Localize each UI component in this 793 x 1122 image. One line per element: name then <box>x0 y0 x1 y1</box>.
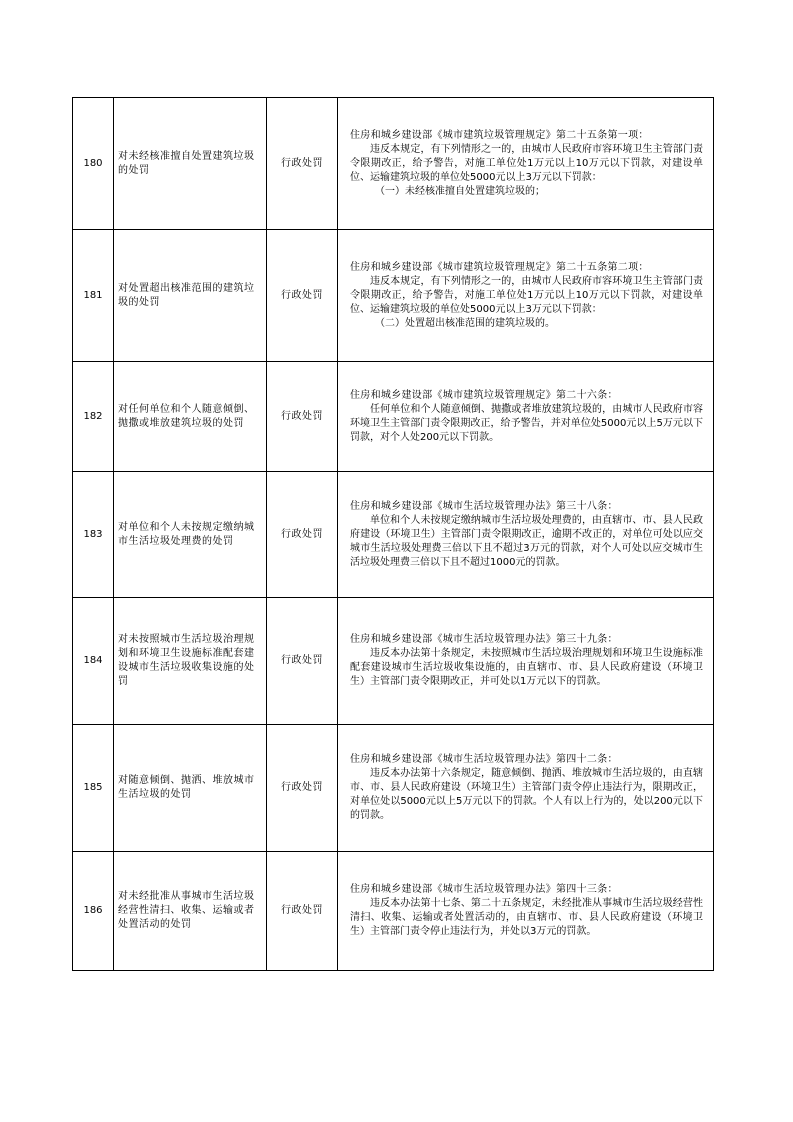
row-number: 182 <box>73 362 114 472</box>
item-type: 行政处罚 <box>267 598 338 725</box>
item-name: 对随意倾倒、抛洒、堆放城市生活垃圾的处罚 <box>114 725 267 852</box>
row-number: 184 <box>73 598 114 725</box>
basis-body: 任何单位和个人随意倾倒、抛撒或者堆放建筑垃圾的，由城市人民政府市容环境卫生主管部门责令限期改正，给予警告，并对单位处5000元以上5万元以下罚款，对个人处200元以下罚款。 <box>350 403 703 443</box>
basis-source: 住房和城乡建设部《城市建筑垃圾管理规定》第二十六条： <box>350 389 618 401</box>
basis-source: 住房和城乡建设部《城市生活垃圾管理办法》第四十三条： <box>350 884 618 895</box>
item-type: 行政处罚 <box>267 362 338 472</box>
legal-basis <box>338 230 714 362</box>
item-type: 行政处罚 <box>267 852 338 971</box>
basis-body: 违反本规定，有下列情形之一的，由城市人民政府市容环境卫生主管部门责令限期改正，给予警告，对施工单位处1万元以上10万元以下罚款，对建设单位、运输建筑垃圾的单位处5000元以上3万元以下罚款： <box>350 143 703 183</box>
table-row <box>73 362 714 472</box>
table-row <box>73 98 714 230</box>
basis-source: 住房和城乡建设部《城市建筑垃圾管理规定》第二十五条第一项： <box>350 129 649 141</box>
item-type: 行政处罚 <box>267 230 338 362</box>
item-name: 对未按照城市生活垃圾治理规划和环境卫生设施标准配套建设城市生活垃圾收集设施的处罚 <box>114 598 267 725</box>
basis-source: 住房和城乡建设部《城市建筑垃圾管理规定》第二十五条第二项： <box>350 261 649 273</box>
legal-basis <box>338 852 714 971</box>
item-type: 行政处罚 <box>267 725 338 852</box>
row-number: 183 <box>73 472 114 598</box>
row-number: 186 <box>73 852 114 971</box>
basis-source: 住房和城乡建设部《城市生活垃圾管理办法》第三十九条： <box>350 634 618 645</box>
basis-body: 违反本办法第十六条规定，随意倾倒、抛洒、堆放城市生活垃圾的，由直辖市、市、县人民政府建设（环境卫生）主管部门责令停止违法行为，限期改正，对单位处以5000元以上5万元以下的罚款。个人有以上行为的，处以200元以下的罚款。 <box>350 768 703 821</box>
table-row <box>73 852 714 971</box>
item-name: 对处置超出核准范围的建筑垃圾的处罚 <box>114 230 267 362</box>
legal-basis <box>338 725 714 852</box>
basis-clause: （一）未经核准擅自处置建筑垃圾的； <box>375 185 545 197</box>
basis-body: 单位和个人未按规定缴纳城市生活垃圾处理费的，由直辖市、市、县人民政府建设（环境卫生）主管部门责令限期改正，逾期不改正的，对单位可处以应交城市生活垃圾处理费三倍以下且不超过3万元的罚款，对个人可处以应交城市生活垃圾处理费三倍以下且不超过1000元的罚款。 <box>350 514 703 568</box>
basis-source: 住房和城乡建设部《城市生活垃圾管理办法》第三十八条： <box>350 500 618 512</box>
basis-body: 违反本办法第十七条、第二十五条规定，未经批准从事城市生活垃圾经营性清扫、收集、运输或者处置活动的，由直辖市、市、县人民政府建设（环境卫生）主管部门责令停止违法行为，并处以3万元的罚款。 <box>350 898 703 937</box>
table-row <box>73 472 714 598</box>
item-name: 对单位和个人未按规定缴纳城市生活垃圾处理费的处罚 <box>114 472 267 598</box>
row-number: 180 <box>73 98 114 230</box>
penalty-table <box>72 97 714 971</box>
item-name: 对未经批准从事城市生活垃圾经营性清扫、收集、运输或者处置活动的处罚 <box>114 852 267 971</box>
item-type: 行政处罚 <box>267 472 338 598</box>
basis-clause: （二）处置超出核准范围的建筑垃圾的。 <box>375 317 555 329</box>
basis-body: 违反本办法第十条规定，未按照城市生活垃圾治理规划和环境卫生设施标准配套建设城市生活垃圾收集设施的，由直辖市、市、县人民政府建设（环境卫生）主管部门责令限期改正，并可处以1万元以下的罚款。 <box>350 648 703 687</box>
row-number: 185 <box>73 725 114 852</box>
basis-source: 住房和城乡建设部《城市生活垃圾管理办法》第四十二条： <box>350 754 618 765</box>
row-number: 181 <box>73 230 114 362</box>
legal-basis <box>338 598 714 725</box>
legal-basis <box>338 472 714 598</box>
table-row <box>73 598 714 725</box>
item-name: 对任何单位和个人随意倾倒、抛撒或堆放建筑垃圾的处罚 <box>114 362 267 472</box>
item-type: 行政处罚 <box>267 98 338 230</box>
legal-basis <box>338 98 714 230</box>
basis-body: 违反本规定，有下列情形之一的，由城市人民政府市容环境卫生主管部门责令限期改正，给予警告，对施工单位处1万元以上10万元以下罚款，对建设单位、运输建筑垃圾的单位处5000元以上3万元以下罚款： <box>350 275 703 315</box>
item-name: 对未经核准擅自处置建筑垃圾的处罚 <box>114 98 267 230</box>
table-row <box>73 230 714 362</box>
table-row <box>73 725 714 852</box>
legal-basis <box>338 362 714 472</box>
